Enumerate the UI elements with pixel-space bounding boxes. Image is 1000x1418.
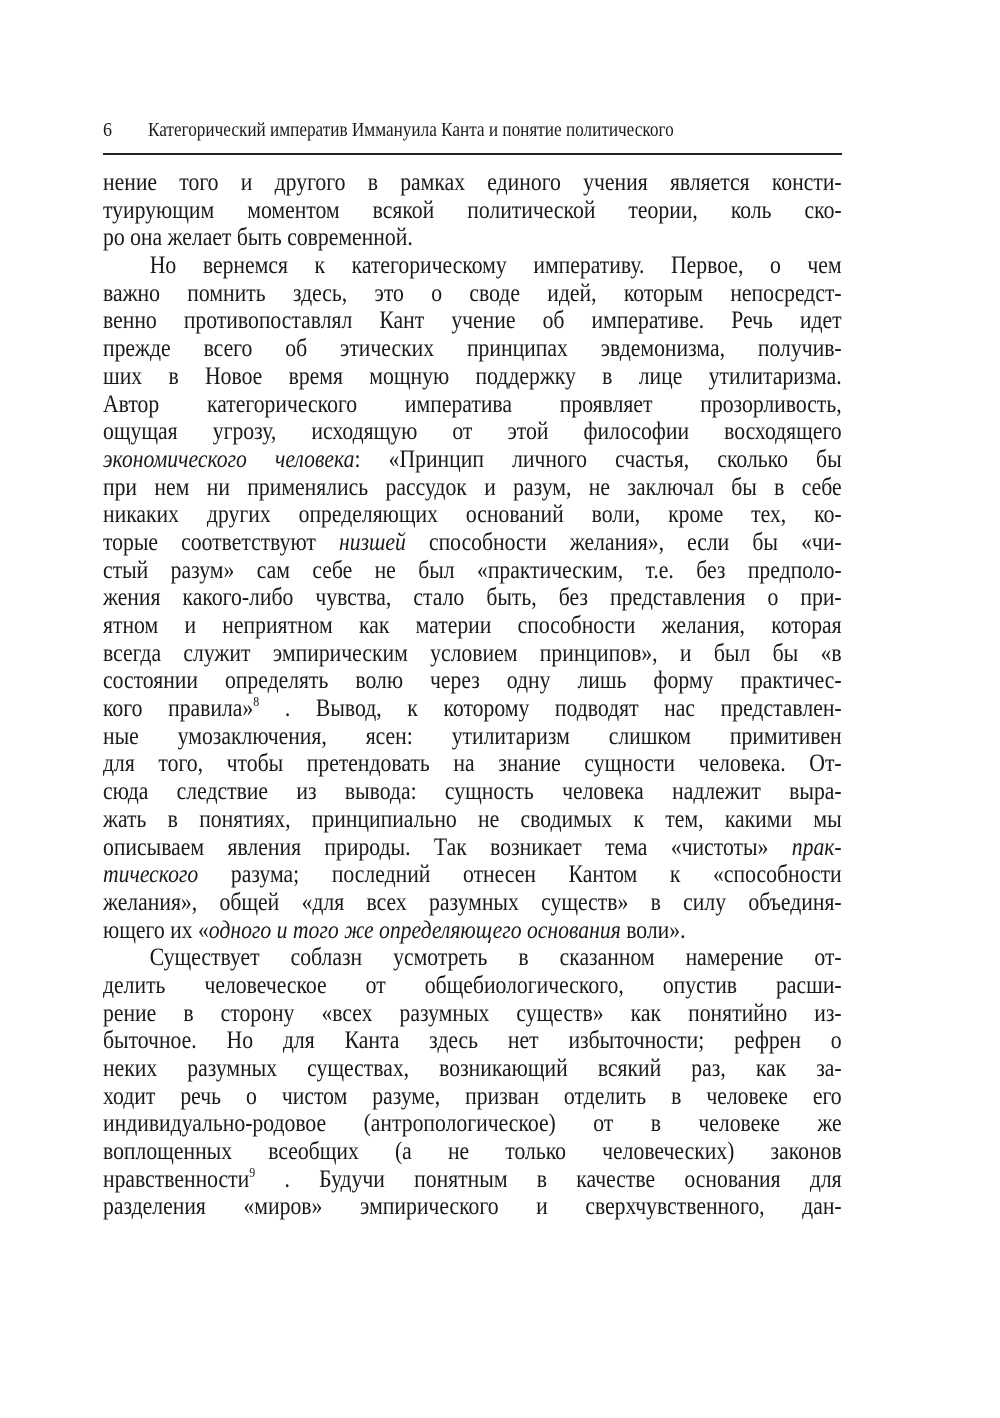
italic-text: прак-	[791, 831, 842, 861]
text-run: ные умозаключения, ясен: утилитаризм слишком примитивен	[103, 720, 842, 750]
text-run: нение того и другого в рамках единого учения является консти-	[103, 167, 842, 196]
text-line	[103, 1054, 842, 1082]
text-line	[103, 888, 842, 916]
text-run: воли».	[620, 914, 686, 944]
text-run: состоянии определять волю через одну лишь форму практичес-	[103, 665, 842, 695]
page-number: 6	[103, 119, 112, 141]
text-run: воплощенных всеобщих (а не только человеческих) законов	[103, 1136, 842, 1166]
text-run: жать в понятиях, принципиально не сводимых к тем, какими мы	[103, 803, 842, 833]
text-line	[103, 362, 842, 390]
text-run: для того, чтобы претендовать на знание сущности человека. От-	[103, 748, 842, 778]
text-run: стый разум» сам себе не был «практическим, т.е. без предполо-	[103, 554, 842, 584]
text-run: ятном и неприятном как материи способности желания, которая	[103, 610, 842, 639]
text-line	[103, 722, 842, 750]
header-rule	[103, 153, 842, 155]
italic-text: низшей	[338, 526, 406, 556]
text-line	[103, 556, 842, 584]
text-line	[103, 279, 842, 307]
italic-text: тического	[103, 859, 199, 889]
text-run: . Будучи понятным в качестве основания для	[255, 1163, 842, 1193]
text-line	[103, 583, 842, 611]
text-line	[103, 1109, 842, 1137]
text-run: Автор категорического императива проявляет прозорливость,	[103, 388, 842, 418]
text-line	[103, 1137, 842, 1165]
text-line	[103, 334, 842, 362]
text-run: желания», общей «для всех разумных существ» в силу объединя-	[103, 886, 842, 916]
text-run: ощущая угрозу, исходящую от этой философии восходящего	[103, 416, 842, 446]
text-run: разума; последний отнесен Кантом к «способности	[198, 859, 842, 889]
text-run: кого правила»	[103, 693, 254, 723]
text-line	[103, 306, 842, 334]
text-run: ходит речь о чистом разуме, призван отделить в человеке его	[103, 1080, 842, 1110]
footnote-ref: 9	[249, 1165, 256, 1181]
text-line	[103, 1165, 842, 1193]
text-run: рение в сторону «всех разумных существ» как понятийно из-	[103, 997, 842, 1027]
text-run: туирующим моментом всякой политической теории, коль ско-	[103, 194, 842, 224]
text-line	[103, 694, 842, 722]
running-header	[103, 119, 842, 149]
text-line	[103, 196, 842, 224]
text-line	[103, 223, 842, 251]
text-run: индивидуально-родовое (антропологическое) от в человеке же	[103, 1108, 842, 1138]
running-title: Категорический императив Иммануила Канта и понятие политического	[148, 119, 674, 141]
text-line	[103, 611, 842, 639]
text-line	[103, 805, 842, 833]
text-line	[103, 168, 842, 196]
text-run: неких разумных существах, возникающий всякий раз, как за-	[103, 1053, 842, 1082]
text-run: всегда служит эмпирическим условием принципов», и был бы «в	[103, 637, 842, 667]
text-run: способности желания», если бы «чи-	[405, 526, 842, 556]
text-run: сюда следствие из вывода: сущность человека надлежит выра-	[103, 776, 842, 806]
text-line	[103, 749, 842, 777]
text-run: быточное. Но для Канта здесь нет избыточности; рефрен о	[103, 1025, 842, 1055]
text-line	[103, 777, 842, 805]
text-line	[103, 417, 842, 445]
text-run: Существует соблазн усмотреть в сказанном намерение от-	[149, 942, 842, 972]
text-line	[103, 1026, 842, 1054]
text-line	[103, 639, 842, 667]
text-run: ро она желает быть современной.	[103, 222, 413, 252]
text-run: ших в Новое время мощную поддержку в лице утилитаризма.	[103, 360, 842, 390]
text-run: торые соответствуют	[103, 526, 339, 556]
text-run: Но вернемся к категорическому императиву. Первое, о чем	[149, 250, 842, 280]
text-line	[103, 943, 842, 971]
text-run: никаких других определяющих оснований воли, кроме тех, ко-	[103, 499, 842, 529]
text-run: при нем ни применялись рассудок и разум, не заключал бы в себе	[103, 471, 842, 501]
text-line	[103, 445, 842, 473]
text-line	[103, 251, 842, 279]
text-run: описываем явления природы. Так возникает тема «чистоты»	[103, 831, 792, 861]
text-run: ющего их «	[103, 914, 209, 944]
text-line	[103, 500, 842, 528]
text-line	[103, 1192, 842, 1220]
italic-text: экономического человека	[103, 443, 355, 473]
text-run: : «Принцип личного счастья, сколько бы	[354, 443, 842, 473]
text-line	[103, 999, 842, 1027]
text-run: нравственности	[103, 1163, 250, 1193]
text-run: прежде всего об этических принципах эвдемонизма, получив-	[103, 333, 842, 363]
text-line	[103, 666, 842, 694]
text-run: . Вывод, к которому подводят нас представлен-	[259, 693, 842, 723]
text-line	[103, 390, 842, 418]
text-run: венно противопоставлял Кант учение об императиве. Речь идет	[103, 305, 842, 335]
text-line	[103, 833, 842, 861]
text-run: важно помнить здесь, это о своде идей, которым непосредст-	[103, 277, 842, 307]
text-line	[103, 473, 842, 501]
text-run: делить человеческое от общебиологического, опустив расши-	[103, 969, 842, 999]
footnote-ref: 8	[253, 695, 260, 711]
text-line	[103, 860, 842, 888]
body-text	[103, 168, 842, 1220]
text-line	[103, 1082, 842, 1110]
text-line	[103, 528, 842, 556]
text-line	[103, 971, 842, 999]
italic-text: одного и того же определяющего основания	[208, 914, 621, 944]
text-run: жения какого-либо чувства, стало быть, без представления о при-	[103, 582, 842, 612]
text-run: разделения «миров» эмпирического и сверхчувственного, дан-	[103, 1191, 842, 1221]
text-line	[103, 916, 842, 944]
